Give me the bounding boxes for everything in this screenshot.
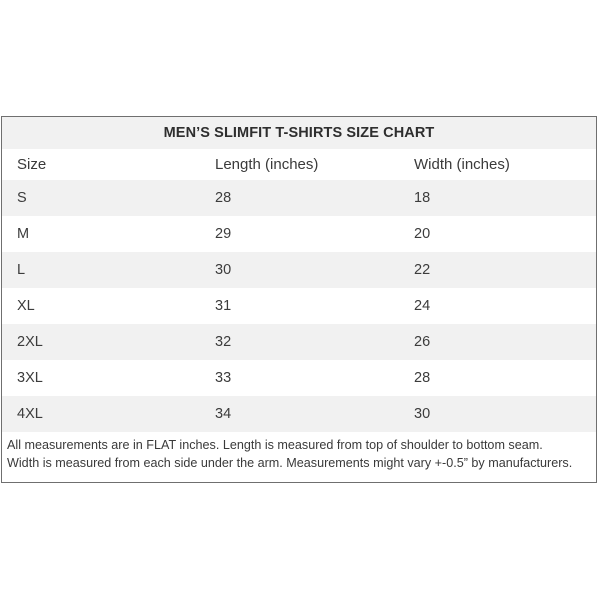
width-cell: 20 [414, 226, 431, 242]
length-cell: 31 [215, 298, 232, 314]
width-cell: 28 [414, 370, 431, 386]
table-row-xl [2, 288, 596, 324]
table-row-2xl [2, 324, 596, 360]
width-cell: 18 [414, 190, 431, 206]
length-cell: 34 [215, 406, 232, 422]
column-header-size: Size [17, 156, 47, 173]
size-cell: L [17, 262, 26, 278]
note-line-2: Width is measured from each side under the arm. Measurements might vary +-0.5” by manufacturers. [7, 456, 573, 470]
measurement-note [7, 436, 595, 472]
size-cell: 3XL [17, 370, 43, 386]
length-cell: 29 [215, 226, 232, 242]
length-cell: 32 [215, 334, 232, 350]
size-chart-table [1, 116, 597, 483]
column-header-length: Length (inches) [215, 156, 319, 173]
size-cell: M [17, 226, 30, 242]
note-line-1: All measurements are in FLAT inches. Length is measured from top of shoulder to bottom seam. [7, 438, 543, 452]
length-cell: 28 [215, 190, 232, 206]
size-cell: 2XL [17, 334, 43, 350]
size-cell: S [17, 190, 27, 206]
column-header-width: Width (inches) [414, 156, 510, 173]
width-cell: 22 [414, 262, 431, 278]
width-cell: 26 [414, 334, 431, 350]
width-cell: 30 [414, 406, 431, 422]
width-cell: 24 [414, 298, 431, 314]
size-cell: 4XL [17, 406, 43, 422]
table-row-4xl [2, 396, 596, 432]
size-cell: XL [17, 298, 35, 314]
length-cell: 33 [215, 370, 232, 386]
chart-title: MEN’S SLIMFIT T-SHIRTS SIZE CHART [2, 117, 596, 149]
table-row-3xl [2, 360, 596, 396]
table-row-s [2, 180, 596, 216]
table-row-l [2, 252, 596, 288]
column-header-row [2, 149, 596, 180]
table-row-m [2, 216, 596, 252]
length-cell: 30 [215, 262, 232, 278]
